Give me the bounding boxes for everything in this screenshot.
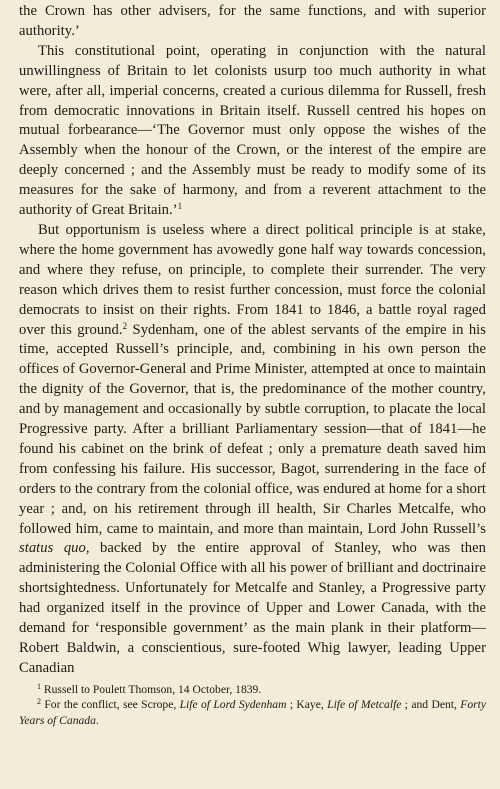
book-title: Life of Metcalfe: [327, 698, 402, 712]
paragraph-text: the Crown has other advisers, for the same functions, and with superior authority.’: [19, 3, 486, 39]
paragraph-constitutional-point: [19, 42, 486, 221]
footnote-marker: 2: [122, 320, 128, 331]
paragraph-text: , backed by the entire approval of Stanley, who was then administering the Colonial Office with all his power of brilliant and doctrinaire shortsightedness. Unfortunately for Metcalfe and Stanley, a Progressive party had organized itself in the province of Upper and Lower Canada, with the demand for ‘responsible government’ as the main plank in their platform—Robert Baldwin, a conscientious, sure-footed Whig lawyer, leading Upper Canadian: [19, 540, 486, 676]
body-text: [19, 2, 486, 679]
footnote-text: Russell to Poulett Thomson, 14 October, 1839.: [43, 682, 262, 696]
paragraph-opportunism: [19, 221, 486, 679]
paragraph-text: This constitutional point, operating in conjunction with the natural unwillingness of Britain to let colonists usurp too much authority in what were, after all, imperial concerns, created a curious dilemma for Russell, fresh from democratic innovations in Britain itself. Russell centred his hopes on mutual forbearance—‘The Governor must only oppose the wishes of the Assembly when the honour of the Crown, or the interest of the empire are deeply concerned ; and the Assembly must be ready to modify some of its measures for the sake of harmony, and from a reverent attachment to the authority of Great Britain.’: [19, 42, 486, 219]
footnote-text: ; and Dent,: [401, 698, 461, 712]
footnote-number: 2: [37, 697, 41, 707]
footnote-number: 1: [37, 681, 41, 691]
footnote-text: .: [95, 713, 99, 727]
book-title: Life of Lord Sydenham: [179, 698, 287, 712]
footnote-text: ; Kaye,: [286, 698, 328, 712]
paragraph-text: Sydenham, one of the ablest servants of the empire in his time, accepted Russell’s principle, and, combining in his own person the offices of Governor-General and Prime Minister, attempted at once to maintain the dignity of the Governor, that is, the predominance of the mother country, and by management and occasionally by subtle corruption, to placate the local Progressive party. After a brilliant Parliamentary session—that of 1841—he found his cabinet on the brink of defeat ; only a premature death saved him from confessing his failure. His successor, Bagot, surrendering in the face of orders to the contrary from the colonial office, was endured at home for a short year ; and, on his retirement through ill health, Sir Charles Metcalfe, who followed him, came to maintain, and more than maintain, Lord John Russell’s: [19, 321, 486, 537]
footnote-1: [19, 682, 486, 697]
footnote-marker: 1: [177, 201, 183, 212]
paragraph-continuation: [19, 2, 486, 42]
footnote-2: [19, 697, 486, 728]
book-title: Forty Years of Canada: [19, 698, 486, 727]
italic-term: status quo: [19, 540, 86, 557]
paragraph-text: But opportunism is useless where a direct political principle is at stake, where the home government has avowedly gone half way towards concession, and where they refuse, on principle, to complete their surrender. The very reason which drives them to resist further concession, must force the colonial democrats to insist on their rights. From 1841 to 1846, a battle royal raged over this ground.: [19, 221, 486, 338]
footnotes: [19, 682, 486, 728]
footnote-text: For the conflict, see Scrope,: [44, 698, 180, 712]
